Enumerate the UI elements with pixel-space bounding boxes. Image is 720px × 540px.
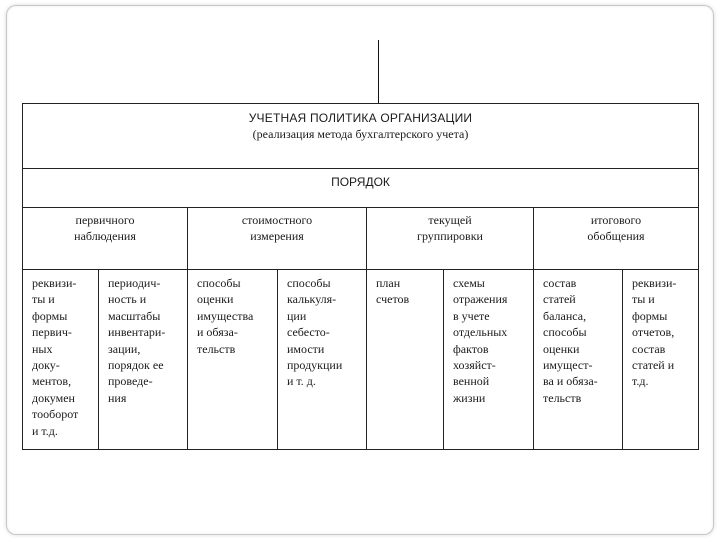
element-cell [277, 269, 367, 450]
element-cell [187, 269, 278, 450]
element-text-line: в учете [453, 308, 490, 323]
element-text-line: калькуля- [287, 292, 337, 307]
element-text-line: хозяйст- [453, 358, 496, 373]
element-text-line: формы [632, 308, 668, 323]
element-text-line: венной [453, 374, 490, 389]
element-text-line: инвентари- [108, 325, 166, 340]
connector-line [378, 40, 379, 103]
element-text-line: имущест- [543, 358, 593, 373]
element-text-line: счетов [376, 292, 410, 307]
element-text-line: масштабы [108, 308, 161, 323]
stage-label-line2: наблюдения [74, 229, 136, 243]
element-text-line: тельств [197, 341, 236, 356]
stage-final-summary [533, 207, 699, 270]
element-text-line: ния [108, 390, 127, 405]
element-cell [622, 269, 699, 450]
element-text-line: периодич- [108, 276, 161, 290]
element-cell [443, 269, 534, 450]
element-text-line: первич- [32, 325, 72, 340]
element-text-line: ных [32, 341, 53, 356]
element-text-line: оценки [197, 292, 234, 307]
element-text-line: и обяза- [197, 325, 238, 340]
element-text-line: ции [287, 308, 307, 323]
stage-label-line2: группировки [417, 229, 483, 243]
element-text-line: тооборот [32, 407, 79, 422]
stage-label-line1: итогового [590, 213, 642, 227]
element-text-line: ность и [108, 292, 147, 307]
element-text-line: реквизи- [32, 276, 77, 290]
element-text-line: формы [32, 308, 68, 323]
element-text-line: статей [543, 292, 576, 307]
element-text-line: состав [543, 276, 577, 290]
element-text-line: ментов, [32, 374, 72, 389]
stage-label-line2: обобщения [587, 229, 645, 243]
element-text-line: жизни [453, 390, 486, 405]
stage-primary-observation [22, 207, 188, 270]
stage-label-line1: первичного [75, 213, 135, 227]
accounting-policy-title-box [22, 103, 699, 169]
element-text-line: отдельных [453, 325, 508, 340]
element-text-line: схемы [453, 276, 485, 290]
element-text-line: способы [543, 325, 587, 340]
element-text-line: отчетов, [632, 325, 675, 340]
element-text-line: себесто- [287, 325, 330, 340]
diagram-subtitle: (реализация метода бухгалтерского учета) [252, 127, 469, 141]
stage-label-line1: текущей [428, 213, 472, 227]
element-text-line: фактов [453, 341, 489, 356]
element-cell [533, 269, 623, 450]
order-box [22, 168, 699, 208]
element-text-line: ты и [32, 292, 55, 307]
element-text-line: отражения [453, 292, 508, 307]
element-text-line: и т. д. [287, 374, 316, 389]
element-text-line: имости [287, 341, 325, 356]
element-text-line: реквизи- [632, 276, 677, 290]
element-text-line: состав [632, 341, 666, 356]
element-cell [22, 269, 99, 450]
element-text-line: и т.д. [32, 423, 58, 438]
element-text-line: статей и [632, 358, 675, 373]
element-cell [98, 269, 188, 450]
diagram-title: УЧЕТНАЯ ПОЛИТИКА ОРГАНИЗАЦИИ [248, 111, 473, 125]
element-text-line: способы [197, 276, 241, 290]
stage-cost-measurement [187, 207, 367, 270]
element-text-line: порядок ее [108, 358, 164, 373]
element-text-line: т.д. [632, 374, 649, 389]
element-text-line: баланса, [543, 308, 587, 323]
element-text-line: тельств [543, 390, 582, 405]
element-text-line: докумен [32, 390, 75, 405]
element-text-line: продукции [287, 358, 343, 373]
element-text-line: имущества [197, 308, 254, 323]
element-text-line: ва и обяза- [543, 374, 598, 389]
element-cell [366, 269, 444, 450]
stage-current-grouping [366, 207, 534, 270]
element-text-line: способы [287, 276, 331, 290]
element-text-line: ты и [632, 292, 655, 307]
element-text-line: проведе- [108, 374, 153, 389]
element-text-line: план [376, 276, 401, 290]
stage-label-line1: стоимостного [241, 213, 313, 227]
element-text-line: оценки [543, 341, 580, 356]
element-text-line: зации, [108, 341, 141, 356]
order-label: ПОРЯДОК [331, 175, 390, 189]
stage-label-line2: измерения [250, 229, 304, 243]
element-text-line: доку- [32, 358, 60, 373]
